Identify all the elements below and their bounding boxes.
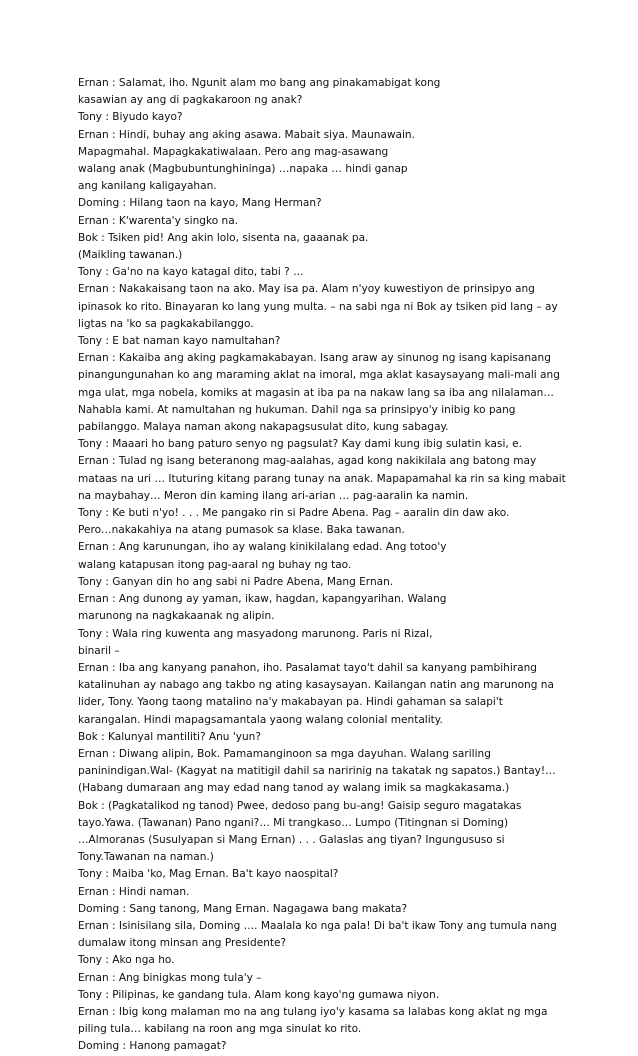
text-line: paninindigan.Wal- (Kagyat na matitigil dahil sa naririnig na takatak ng sapatos.) Bantay!… [78,765,556,778]
text-line: Tony : Ako nga ho. [78,954,175,967]
text-line: lider, Tony. Yaong taong matalino na'y makabayan pa. Hindi gahaman sa salapi't [78,696,503,709]
text-line: ipinasok ko rito. Binayaran ko lang yung multa. – na sabi nga ni Bok ay tsiken pid lang – ay [78,300,558,313]
text-line: Ernan : Hindi, buhay ang aking asawa. Mabait siya. Maunawain. [78,128,415,141]
text-line: Ernan : Hindi naman. [78,885,190,898]
text-line: Tony.Tawanan na naman.) [78,851,214,864]
text-line: Tony : Maaari ho bang paturo senyo ng pagsulat? Kay dami kung ibig sulatin kasi, e. [78,438,522,451]
text-line: mga ulat, mga nobela, komiks at magasin at iba pa na nakaw lang sa iba ang nilalaman… [78,386,554,399]
text-line: Mapagmahal. Mapagkakatiwalaan. Pero ang mag-asawang [78,145,389,158]
text-line: walang katapusan itong pag-aaral ng buhay ng tao. [78,558,352,571]
text-line: Doming : Hanong pamagat? [78,1040,227,1053]
text-line: Doming : Hilang taon na kayo, Mang Herman? [78,197,322,210]
text-line: (Habang dumaraan ang may edad nang tanod ay walang imik sa magkakasama.) [78,782,510,795]
text-line: pabilanggo. Malaya naman akong nakapagsusulat dito, kung sabagay. [78,421,449,434]
text-line: dumalaw itong minsan ang Presidente? [78,937,287,950]
text-line: walang anak (Magbubuntunghininga) …napaka … hindi ganap [78,163,408,176]
text-line: Ernan : Diwang alipin, Bok. Pamamanginoon sa mga dayuhan. Walang sariling [78,747,491,760]
text-line: Tony : Pilipinas, ke gandang tula. Alam kong kayo'ng gumawa niyon. [78,988,440,1001]
text-line: Ernan : Salamat, iho. Ngunit alam mo bang ang pinakamabigat kong [78,77,441,89]
text-line: Pero…nakakahiya na atang pumasok sa klase. Baka tawanan. [78,524,405,537]
text-line: Tony : Ke buti n'yo! . . . Me pangako rin si Padre Abena. Pag – aaralin din daw ako. [78,507,510,520]
document-page [78,75,578,1056]
text-line: ang kanilang kaligayahan. [78,180,217,193]
text-line: Bok : (Pagkatalikod ng tanod) Pwee, dedoso pang bu-ang! Gaisip seguro magatakas [78,799,522,812]
text-line: Doming : Sang tanong, Mang Ernan. Nagagawa bang makata? [78,902,408,915]
text-line: …Almoranas (Susulyapan si Mang Ernan) . . . Galaslas ang tiyan? Ingungususo si [78,833,505,846]
text-line: Ernan : Kakaiba ang aking pagkamakabayan. Isang araw ay sinunog ng isang kapisanang [78,352,551,365]
text-line: Bok : Kalunyal mantiliti? Anu 'yun? [78,730,261,743]
text-line: tayo.Yawa. (Tawanan) Pano ngani?… Mi trangkaso… Lumpo (Titingnan si Doming) [78,816,509,829]
text-line: Tony : Biyudo kayo? [78,111,183,124]
text-line: piling tula… kabilang na roon ang mga sinulat ko rito. [78,1023,362,1036]
text-line: mataas na uri … Ituturing kitang parang tunay na anak. Mapapamahal ka rin sa king mabait [78,472,566,485]
text-line: pinangungunahan ko ang maraming aklat na imoral, mga aklat kasaysayang mali-mali ang [78,369,560,382]
text-line: Tony : Maiba 'ko, Mag Ernan. Ba't kayo naospital? [78,868,339,881]
text-line: na maybahay… Meron din kaming ilang ari-arian … pag-aaralin ka namin. [78,489,469,502]
text-line: ligtas na 'ko sa pagkakabilanggo. [78,317,254,330]
text-line: Ernan : Ang karunungan, iho ay walang kinikilalang edad. Ang totoo'y [78,541,447,554]
text-line: Ernan : Tulad ng isang beteranong mag-aalahas, agad kong nakikilala ang batong may [78,455,537,468]
text-line: binaril – [78,644,120,657]
text-line: kasawian ay ang di pagkakaroon ng anak? [78,94,303,107]
text-line: Tony : Ga'no na kayo katagal dito, tabi ? … [78,266,304,279]
text-line: Nahabla kami. At namultahan ng hukuman. Dahil nga sa prinsipyo'y inibig ko pang [78,403,516,416]
text-line: (Maikling tawanan.) [78,249,183,262]
text-line: Tony : Ganyan din ho ang sabi ni Padre Abena, Mang Ernan. [78,575,394,588]
text-line: Bok : Tsiken pid! Ang akin lolo, sisenta na, gaaanak pa. [78,231,369,244]
text-line: karangalan. Hindi mapagsamantala yaong walang colonial mentality. [78,713,443,726]
text-line: katalinuhan ay nabago ang takbo ng ating kasaysayan. Kailangan natin ang marunong na [78,679,554,692]
text-line: Ernan : Nakakaisang taon na ako. May isa pa. Alam n'yoy kuwestiyon de prinsipyo ang [78,283,535,296]
text-line: Ernan : Isinisilang sila, Doming …. Maalala ko nga pala! Di ba't ikaw Tony ang tumula nang [78,919,557,932]
text-line: Ernan : Ang binigkas mong tula'y – [78,971,262,984]
text-line: Tony : E bat naman kayo namultahan? [78,335,281,348]
text-line: Ernan : Iba ang kanyang panahon, iho. Pasalamat tayo't dahil sa kanyang pambihirang [78,661,537,674]
text-line: Ernan : K'warenta'y singko na. [78,214,239,227]
text-line: Ernan : Ibig kong malaman mo na ang tulang iyo'y kasama sa lalabas kong aklat ng mga [78,1005,548,1018]
text-line: Tony : Wala ring kuwenta ang masyadong marunong. Paris ni Rizal, [78,627,433,640]
text-line: Ernan : Ang dunong ay yaman, ikaw, hagdan, kapangyarihan. Walang [78,593,447,606]
text-line: marunong na nagkakaanak ng alipin. [78,610,275,623]
